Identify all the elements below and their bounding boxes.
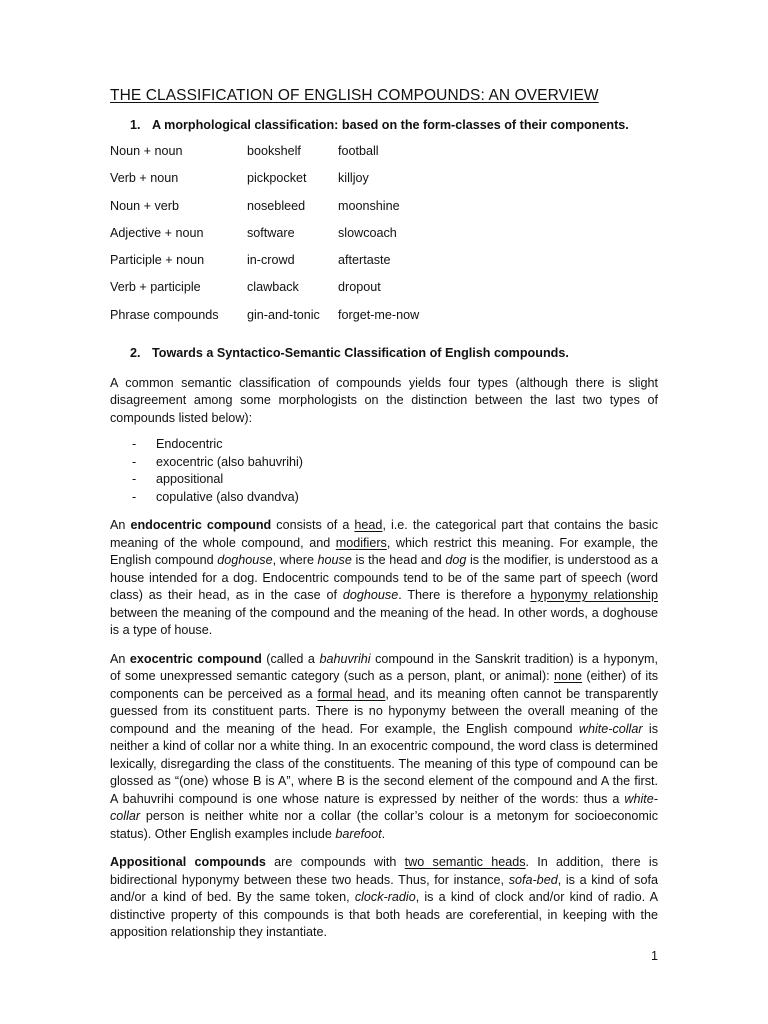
example-cell: nosebleed (247, 198, 306, 213)
table-row (110, 307, 419, 334)
italic-example: bahuvrihi (319, 651, 371, 666)
underlined-term: none (554, 669, 583, 684)
text-run: , is a kind of sofa and/or a kind of bed. By the same token, (110, 872, 658, 905)
example-cell: forget-me-now (338, 307, 420, 322)
example-cell: slowcoach (338, 225, 397, 240)
form-class-cell: Adjective + noun (110, 225, 204, 240)
example-cell: gin-and-tonic (247, 307, 320, 322)
example-cell: moonshine (338, 198, 400, 213)
text-run: An (110, 518, 131, 533)
text-run: An (110, 651, 130, 666)
section-1-text: A morphological classification: based on the form-classes of their components. (152, 117, 629, 132)
text-run: . In addition, there is bidirectional hyponymy between these two heads. Thus, for instance, (110, 855, 658, 887)
list-item-text: copulative (also dvandva) (156, 489, 299, 504)
text-run: , and its meaning often cannot be transparently guessed from its constituent parts. There is no hyponymy between the overall meaning of the compound and the meaning of the head. For example, the English compound (110, 686, 658, 736)
bold-term: Appositional compounds (110, 855, 266, 870)
list-item-text: appositional (156, 472, 224, 487)
table-row (110, 252, 419, 279)
underlined-term: formal head (317, 686, 386, 701)
example-cell: killjoy (338, 171, 369, 186)
underlined-term: hyponymy relationship (530, 588, 658, 603)
bold-term: exocentric compound (129, 651, 262, 666)
table-row (110, 225, 419, 252)
list-dash: - (132, 472, 137, 487)
list-item (110, 454, 658, 472)
example-cell: pickpocket (247, 171, 307, 186)
form-class-cell: Noun + noun (110, 144, 183, 158)
list-item (110, 436, 658, 454)
example-cell: software (247, 225, 295, 240)
bold-term: endocentric compound (130, 518, 272, 533)
body-paragraph (110, 854, 658, 942)
form-class-cell: Verb + noun (110, 171, 179, 186)
italic-example: dog (445, 553, 467, 568)
form-class-cell: Participle + noun (110, 253, 205, 268)
text-run: , is a kind of clock and/or kind of radio. A distinctive property of this compounds is that both heads are coreferential, in keeping with the apposition relationship they instantiate. (110, 890, 658, 940)
body-paragraph (110, 517, 658, 640)
italic-example: sofa-bed (508, 872, 558, 887)
page-number: 1 (651, 949, 659, 963)
example-cell: aftertaste (338, 253, 391, 268)
morphological-classification-table (110, 143, 419, 334)
list-item (110, 489, 658, 507)
text-run: is the head and (351, 553, 446, 568)
section-1-heading (110, 117, 658, 135)
list-item-text: exocentric (also bahuvrihi) (156, 454, 303, 469)
text-run: between the meaning of the compound and the meaning of the head. In other words, a doghouse is a type of house. (110, 605, 658, 638)
list-item-text: Endocentric (156, 437, 223, 452)
form-class-cell: Verb + participle (110, 280, 201, 295)
text-run: compound in the Sanskrit tradition) is a hyponym, of some unexpressed semantic category (such as a person, plant, or animal): (110, 651, 658, 684)
example-cell: clawback (247, 280, 299, 295)
table-row (110, 198, 419, 225)
underlined-term: two semantic heads (404, 855, 526, 870)
italic-example: doghouse (217, 553, 273, 568)
table-row (110, 279, 419, 306)
text-run: person is neither white nor a collar (the collar’s colour is a metonym for socioeconomic status). Other English examples include (110, 809, 658, 841)
text-run: , i.e. the categorical part that contains the basic meaning of the whole compound, and (110, 518, 658, 550)
form-class-cell: Noun + verb (110, 198, 179, 213)
example-cell: in-crowd (247, 253, 295, 268)
text-run: . There is therefore a (398, 588, 531, 603)
body-paragraph (110, 651, 658, 844)
document-title: THE CLASSIFICATION OF ENGLISH COMPOUNDS: AN OVERVIEW (110, 87, 599, 104)
body-paragraphs (110, 517, 658, 942)
list-dash: - (132, 437, 137, 452)
section-2-number: 2. (130, 346, 141, 361)
text-run: , where (272, 553, 318, 568)
list-item (110, 471, 658, 489)
underlined-term: modifiers (335, 535, 387, 550)
list-dash: - (132, 489, 137, 504)
italic-example: barefoot (335, 826, 382, 841)
section-1-number: 1. (130, 117, 141, 132)
text-run: is neither a kind of collar nor a white thing. In an exocentric compound, the word class is determined lexically, disregarding the class of the constituents. The meaning of this type of compound can be glossed as “(one) whose B is A”, where B is the second element of the compound and A the first. A bahuvrihi compound is one whose nature is expressed by neither of the words: thus a (110, 721, 658, 806)
text-run: . (381, 826, 386, 841)
italic-example: white-collar (578, 721, 643, 736)
italic-example: doghouse (342, 588, 399, 603)
text-run: is the modifier, is understood as a house intended for a dog. Endocentric compounds tend to be of the same part of speech (word class) as their head, as in the case of (110, 553, 659, 603)
table-row (110, 170, 419, 197)
text-run: consists of a (271, 518, 355, 533)
text-run: , which restrict this meaning. For example, the English compound (110, 535, 658, 568)
italic-example: house (317, 553, 352, 568)
example-cell: bookshelf (247, 144, 301, 158)
document-page (110, 80, 658, 942)
italic-example: clock-radio (354, 890, 416, 905)
text-run: (either) of its components can be perceived as a (110, 669, 659, 701)
text-run: are compounds with (265, 855, 405, 870)
table-row (110, 143, 419, 170)
text-run: (called a (261, 651, 320, 666)
section-2-heading (110, 345, 658, 363)
italic-example: white-collar (110, 791, 658, 824)
underlined-term: head (354, 518, 383, 533)
intro-paragraph: A common semantic classification of compounds yields four types (although there is slight disagreement among some morphologists on the distinction between the last two types of compounds listed below): (110, 375, 658, 425)
list-dash: - (132, 454, 137, 469)
example-cell: dropout (338, 280, 381, 295)
example-cell: football (338, 144, 379, 158)
form-class-cell: Phrase compounds (110, 307, 219, 322)
section-2-text: Towards a Syntactico-Semantic Classification of English compounds. (152, 346, 569, 361)
compound-types-list (110, 436, 658, 506)
